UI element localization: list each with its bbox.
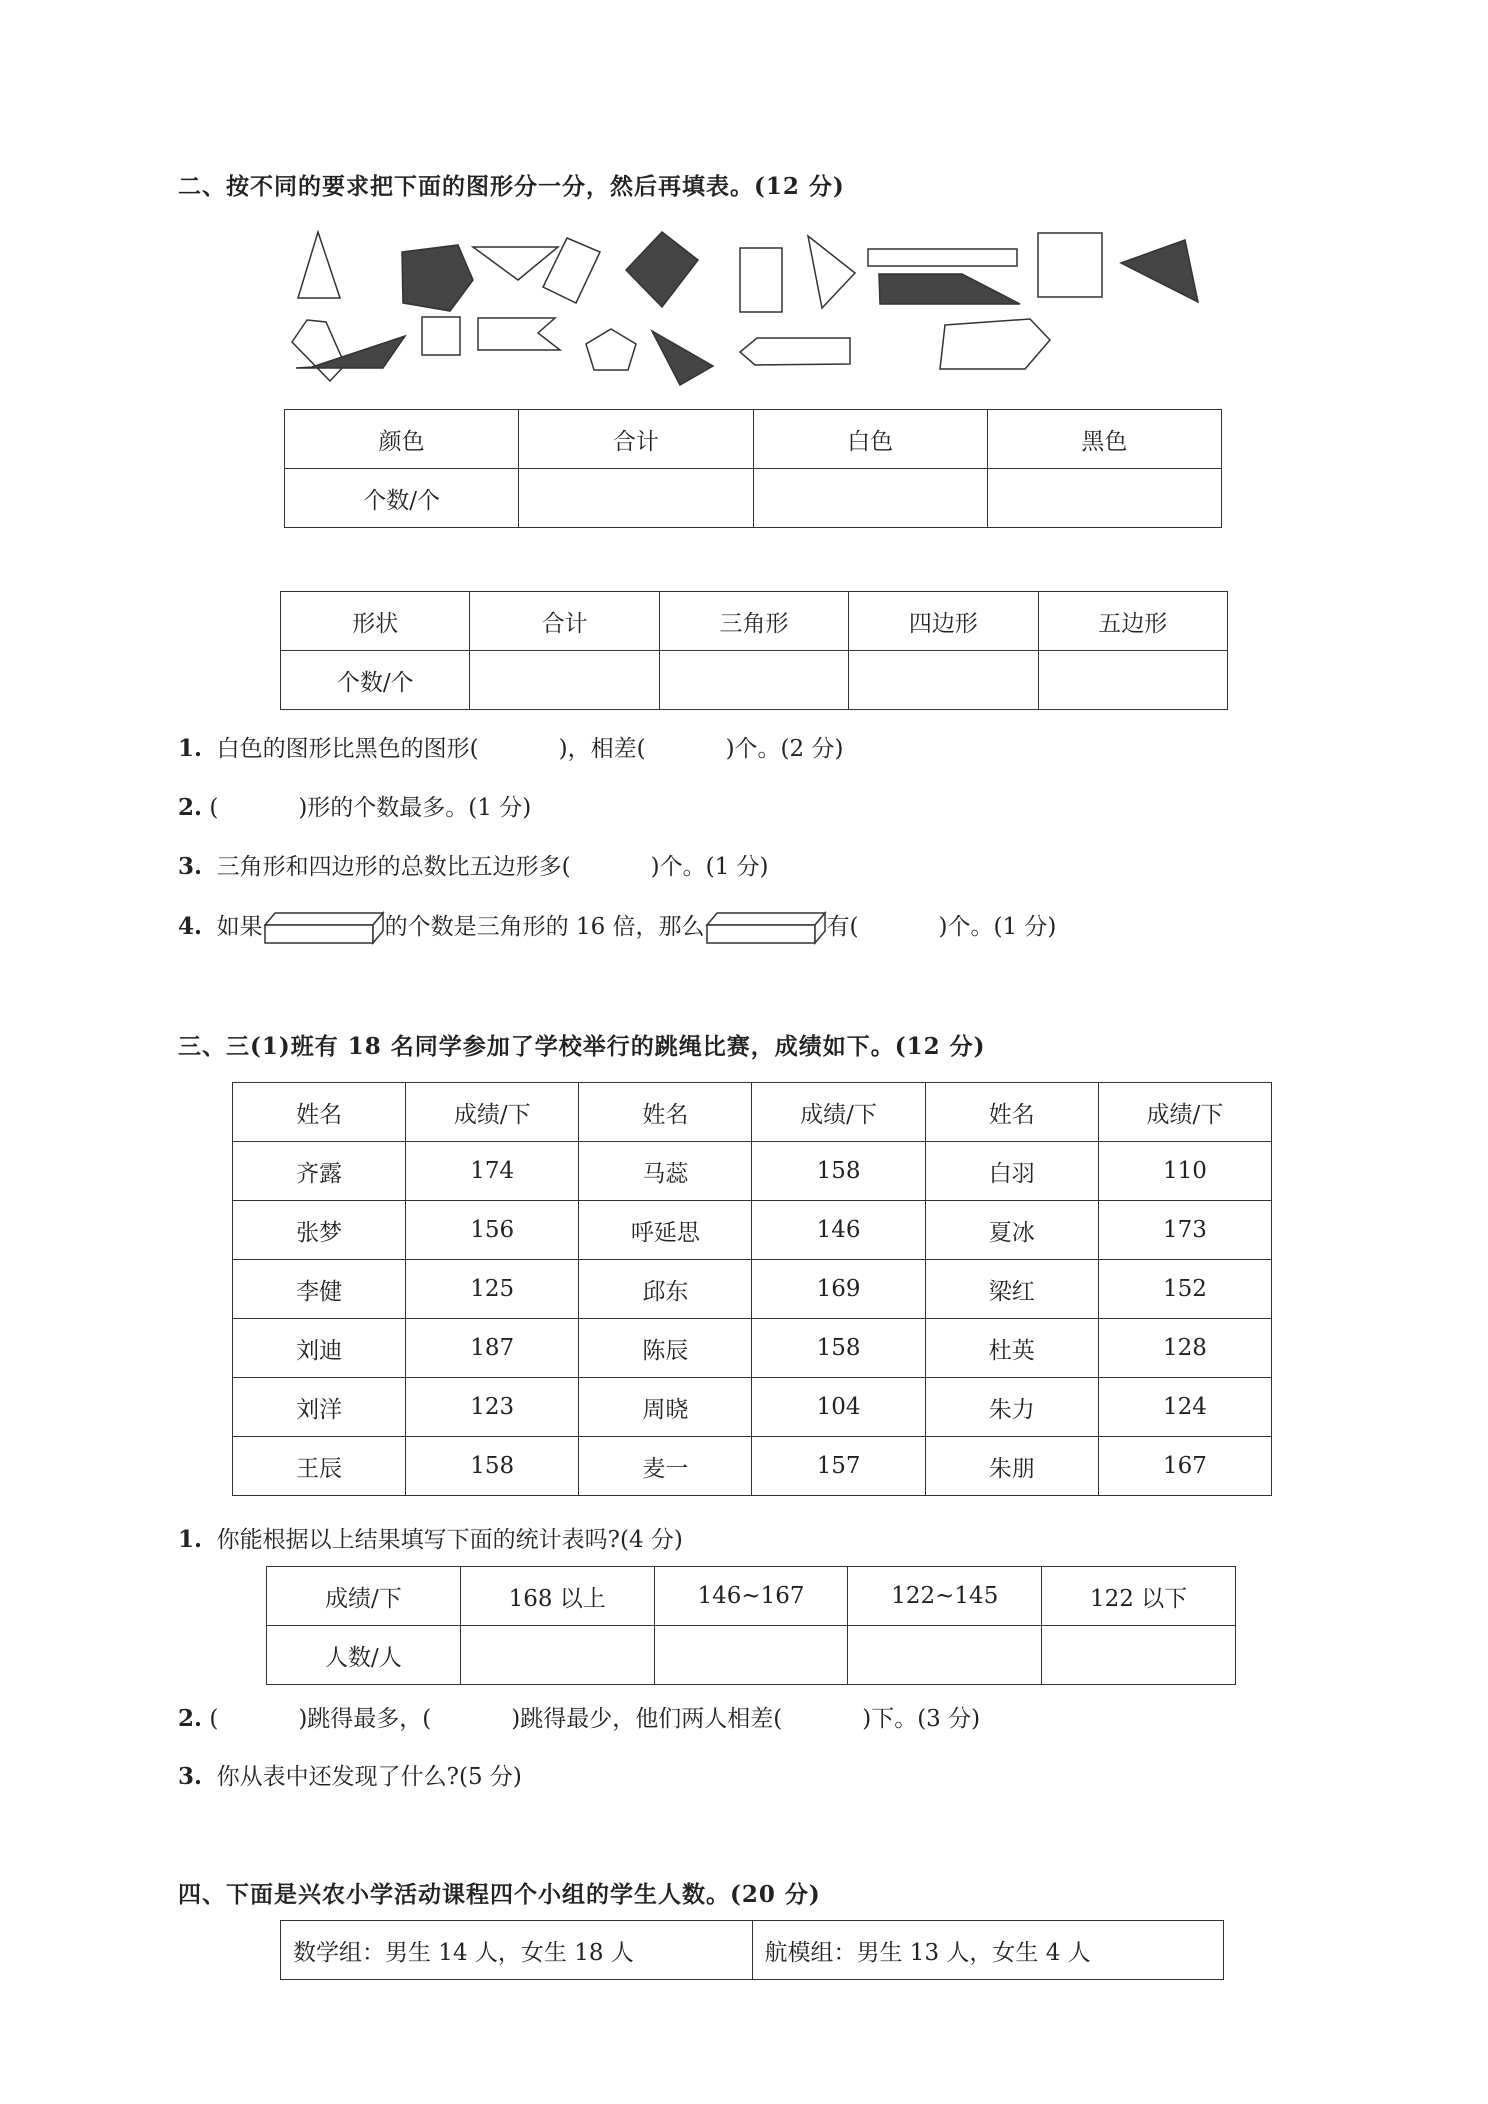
black-trapezoid bbox=[879, 274, 1020, 304]
table-cell: 白色 bbox=[753, 410, 987, 469]
table-cell: 航模组：男生 13 人，女生 4 人 bbox=[752, 1921, 1224, 1980]
table-row bbox=[233, 1260, 1272, 1319]
white-rectangle-long bbox=[868, 249, 1017, 266]
table-header: 姓名 bbox=[579, 1083, 752, 1142]
table-cell: 146~167 bbox=[654, 1567, 848, 1626]
table-cell: 152 bbox=[1098, 1260, 1271, 1319]
table-cell: 李健 bbox=[233, 1260, 406, 1319]
table-header: 姓名 bbox=[233, 1083, 406, 1142]
question-2-4: 4. 如果 的个数是三角形的 16 倍，那么 有( )个。(1 分) bbox=[178, 908, 1056, 945]
table-cell: 124 bbox=[1098, 1378, 1271, 1437]
table-cell: 张梦 bbox=[233, 1201, 406, 1260]
table-cell: 合计 bbox=[519, 410, 753, 469]
table-cell: 个数/个 bbox=[281, 651, 470, 710]
table-cell: 杜英 bbox=[925, 1319, 1098, 1378]
section4-heading: 四、下面是兴农小学活动课程四个小组的学生人数。(20 分) bbox=[178, 1881, 821, 1908]
table-header: 成绩/下 bbox=[752, 1083, 925, 1142]
table-cell: 成绩/下 bbox=[267, 1567, 461, 1626]
table-cell: 形状 bbox=[281, 592, 470, 651]
table-cell: 白羽 bbox=[925, 1142, 1098, 1201]
table-cell: 朱朋 bbox=[925, 1437, 1098, 1496]
table-cell: 王辰 bbox=[233, 1437, 406, 1496]
white-triangle-3 bbox=[808, 236, 855, 308]
color-table bbox=[284, 409, 1222, 528]
table-row bbox=[233, 1437, 1272, 1496]
white-pentagon bbox=[586, 329, 636, 370]
table-cell: 麦一 bbox=[579, 1437, 752, 1496]
answer-cell[interactable] bbox=[659, 651, 848, 710]
question-3-3: 3. 你从表中还发现了什么?(5 分) bbox=[178, 1763, 522, 1790]
table-row bbox=[233, 1201, 1272, 1260]
cuboid-icon bbox=[263, 911, 385, 945]
answer-cell[interactable] bbox=[654, 1626, 848, 1685]
table-cell: 邱东 bbox=[579, 1260, 752, 1319]
table-cell: 167 bbox=[1098, 1437, 1271, 1496]
table-cell: 黑色 bbox=[987, 410, 1221, 469]
table-cell: 122~145 bbox=[848, 1567, 1042, 1626]
table-row bbox=[233, 1142, 1272, 1201]
question-3-2: 2. ( )跳得最多，( )跳得最少，他们两人相差( )下。(3 分) bbox=[178, 1705, 981, 1732]
table-cell: 158 bbox=[752, 1142, 925, 1201]
table-cell: 马蕊 bbox=[579, 1142, 752, 1201]
table-cell: 169 bbox=[752, 1260, 925, 1319]
table-header: 成绩/下 bbox=[406, 1083, 579, 1142]
cuboid-icon bbox=[705, 911, 827, 945]
white-rectangle-tall bbox=[740, 248, 782, 312]
results-table bbox=[232, 1082, 1272, 1496]
shapes-figure bbox=[290, 225, 1210, 395]
black-square-tilted bbox=[626, 232, 698, 307]
table-cell: 157 bbox=[752, 1437, 925, 1496]
table-cell: 146 bbox=[752, 1201, 925, 1260]
table-cell: 158 bbox=[752, 1319, 925, 1378]
table-cell: 呼延思 bbox=[579, 1201, 752, 1260]
section2-heading: 二、按不同的要求把下面的图形分一分，然后再填表。(12 分) bbox=[178, 173, 845, 200]
answer-cell[interactable] bbox=[849, 651, 1038, 710]
black-triangle-1 bbox=[1121, 240, 1198, 302]
table-cell: 四边形 bbox=[849, 592, 1038, 651]
table-cell: 123 bbox=[406, 1378, 579, 1437]
groups-table bbox=[280, 1920, 1224, 1980]
table-cell: 数学组：男生 14 人，女生 18 人 bbox=[281, 1921, 753, 1980]
table-cell: 合计 bbox=[470, 592, 659, 651]
question-2-3: 3. 三角形和四边形的总数比五边形多( )个。(1 分) bbox=[178, 853, 769, 880]
table-cell: 梁红 bbox=[925, 1260, 1098, 1319]
answer-cell[interactable] bbox=[848, 1626, 1042, 1685]
white-flag-shape bbox=[478, 318, 560, 350]
table-row bbox=[233, 1319, 1272, 1378]
answer-cell[interactable] bbox=[753, 469, 987, 528]
answer-cell[interactable] bbox=[1042, 1626, 1236, 1685]
table-cell: 168 以上 bbox=[460, 1567, 654, 1626]
table-header: 姓名 bbox=[925, 1083, 1098, 1142]
table-cell: 174 bbox=[406, 1142, 579, 1201]
table-cell: 187 bbox=[406, 1319, 579, 1378]
table-cell: 颜色 bbox=[285, 410, 519, 469]
table-row bbox=[233, 1378, 1272, 1437]
table-header: 成绩/下 bbox=[1098, 1083, 1271, 1142]
table-cell: 刘迪 bbox=[233, 1319, 406, 1378]
table-cell: 五边形 bbox=[1038, 592, 1227, 651]
white-triangle-1 bbox=[298, 232, 340, 298]
answer-cell[interactable] bbox=[470, 651, 659, 710]
table-cell: 110 bbox=[1098, 1142, 1271, 1201]
table-cell: 173 bbox=[1098, 1201, 1271, 1260]
table-cell: 周晓 bbox=[579, 1378, 752, 1437]
shape-table bbox=[280, 591, 1228, 710]
white-arrow-pentagon bbox=[740, 338, 850, 365]
table-cell: 刘洋 bbox=[233, 1378, 406, 1437]
stat-table bbox=[266, 1566, 1236, 1685]
white-square-small bbox=[422, 317, 460, 355]
question-2-1: 1. 白色的图形比黑色的图形( )，相差( )个。(2 分) bbox=[178, 735, 844, 762]
answer-cell[interactable] bbox=[1038, 651, 1227, 710]
table-cell: 人数/人 bbox=[267, 1626, 461, 1685]
table-cell: 122 以下 bbox=[1042, 1567, 1236, 1626]
table-cell: 个数/个 bbox=[285, 469, 519, 528]
answer-cell[interactable] bbox=[460, 1626, 654, 1685]
table-cell: 夏冰 bbox=[925, 1201, 1098, 1260]
white-triangle-2 bbox=[473, 247, 558, 280]
white-square bbox=[1038, 233, 1102, 297]
table-cell: 125 bbox=[406, 1260, 579, 1319]
table-cell: 104 bbox=[752, 1378, 925, 1437]
white-irregular-pentagon bbox=[940, 319, 1050, 369]
answer-cell[interactable] bbox=[519, 469, 753, 528]
black-pentagon bbox=[402, 245, 473, 311]
section3-heading: 三、三(1)班有 18 名同学参加了学校举行的跳绳比赛，成绩如下。(12 分) bbox=[178, 1033, 986, 1060]
question-2-2: 2. ( )形的个数最多。(1 分) bbox=[178, 794, 532, 821]
table-cell: 朱力 bbox=[925, 1378, 1098, 1437]
table-cell: 陈辰 bbox=[579, 1319, 752, 1378]
table-cell: 128 bbox=[1098, 1319, 1271, 1378]
question-3-1: 1. 你能根据以上结果填写下面的统计表吗?(4 分) bbox=[178, 1526, 683, 1553]
black-triangle-2 bbox=[652, 331, 713, 385]
table-cell: 齐露 bbox=[233, 1142, 406, 1201]
table-cell: 156 bbox=[406, 1201, 579, 1260]
answer-cell[interactable] bbox=[987, 469, 1221, 528]
table-cell: 三角形 bbox=[659, 592, 848, 651]
white-rhombus-2 bbox=[292, 320, 345, 381]
table-cell: 158 bbox=[406, 1437, 579, 1496]
